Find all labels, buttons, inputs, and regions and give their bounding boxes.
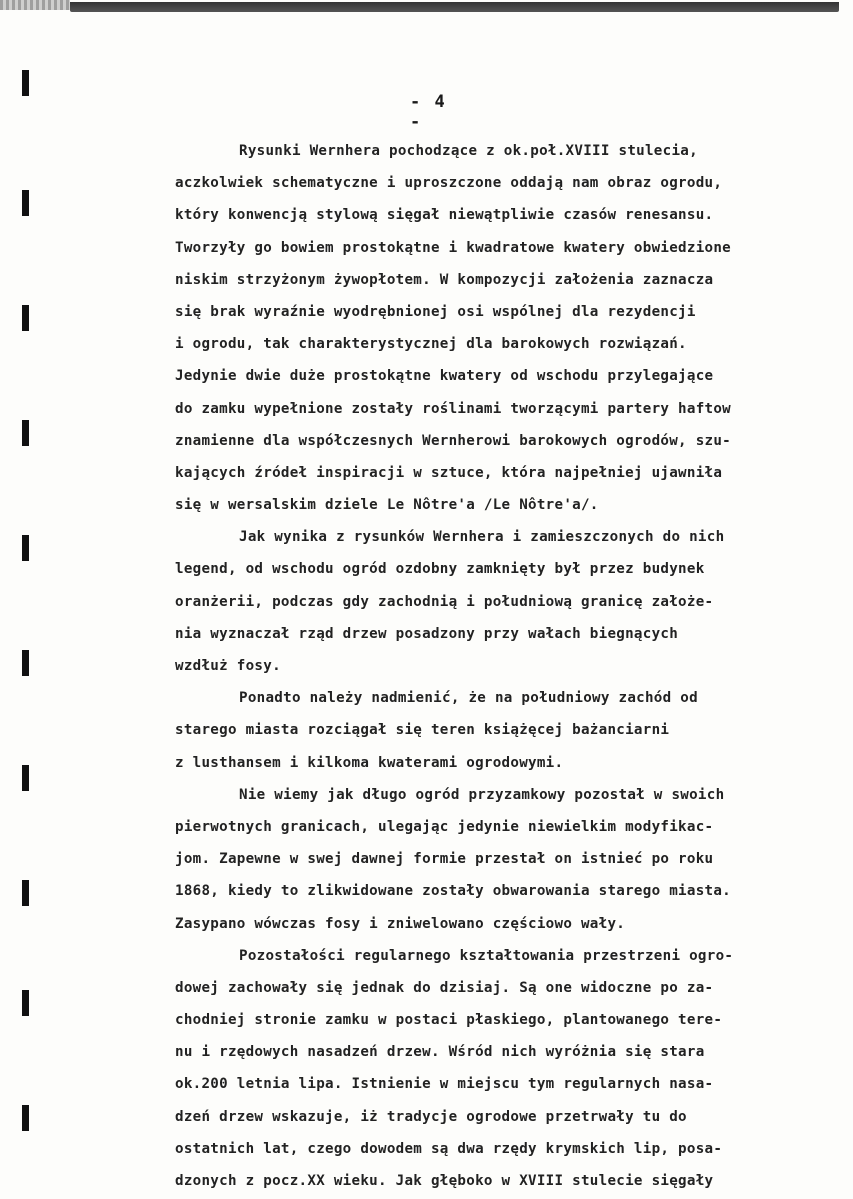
text-line: nia wyznaczał rząd drzew posadzony przy wałach biegnących [175,625,679,642]
text-line: dzonych z pocz.XX wieku. Jak głęboko w XVIII stulecie sięgały [175,1173,714,1189]
text-line: ostatnich lat, czego dowodem są dwa rzędy krymskich lip, posa- [175,1140,723,1157]
binder-hole-mark [22,305,29,331]
binder-hole-mark [22,535,29,561]
text-line: do zamku wypełnione zostały roślinami tworzącymi partery haftow [175,400,732,417]
binder-hole-mark [22,880,29,906]
scan-edge-line [70,2,839,12]
binder-hole-mark [22,420,29,446]
text-line: się w wersalskim dziele Le Nôtre'a /Le Nôtre'a/. [175,497,599,514]
text-line: kających źródeł inspiracji w sztuce, która najpełniej ujawniła [175,464,723,481]
binder-hole-mark [22,1105,29,1131]
text-line: starego miasta rozciągał się teren książęcej bażanciarni [175,722,670,739]
binder-hole-mark [22,70,29,96]
binder-hole-mark [22,650,29,676]
scan-top-edge [0,0,853,14]
text-line: Nie wiemy jak długo ogród przyzamkowy pozostał w swoich [239,786,725,803]
text-line: dzeń drzew wskazuje, iż tradycje ogrodowe przetrwały tu do [175,1108,687,1125]
text-line: dowej zachowały się jednak do dzisiaj. Są one widoczne po za- [175,979,714,996]
text-line: z lusthansem i kilkoma kwaterami ogrodowymi. [175,754,564,771]
binder-hole-mark [22,190,29,216]
text-line: Tworzyły go bowiem prostokątne i kwadratowe kwatery obwiedzione [175,239,732,256]
binder-hole-mark [22,765,29,791]
text-line: 1868, kiedy to zlikwidowane zostały obwarowania starego miasta. [175,883,732,900]
text-line: niskim strzyżonym żywopłotem. W kompozycji założenia zaznacza [175,271,714,288]
text-line: znamienne dla współczesnych Wernherowi barokowych ogrodów, szu- [175,432,732,449]
text-line: który konwencją stylową sięgał niewątpliwie czasów renesansu. [175,207,714,224]
text-line: Rysunki Wernhera pochodzące z ok.poł.XVIII stulecia, [239,143,698,159]
text-line: się brak wyraźnie wyodrębnionej osi wspólnej dla rezydencji [175,303,696,320]
text-line: ok.200 letnia lipa. Istnienie w miejscu tym regularnych nasa- [175,1076,714,1093]
scan-corner-artifact [0,0,70,10]
text-line: Jak wynika z rysunków Wernhera i zamieszczonych do nich [239,529,725,546]
binder-hole-mark [22,990,29,1016]
text-line: i ogrodu, tak charakterystycznej dla barokowych rozwiązań. [175,336,687,353]
text-line: Pozostałości regularnego kształtowania przestrzeni ogro- [239,947,734,964]
text-line: oranżerii, podczas gdy zachodnią i południową granicę założe- [175,593,714,610]
text-line: Ponadto należy nadmienić, że na południowy zachód od [239,690,698,707]
text-line: pierwotnych granicach, ulegając jedynie niewielkim modyfikac- [175,818,714,835]
text-line: legend, od wschodu ogród ozdobny zamknięty był przez budynek [175,561,705,578]
page-number: - 4 - [410,92,447,132]
text-line: jom. Zapewne w swej dawnej formie przestał on istnieć po roku [175,851,714,868]
typed-body-text [175,135,830,1197]
text-line: nu i rzędowych nasadzeń drzew. Wśród nich wyróżnia się stara [175,1044,705,1061]
text-line: Zasypano wówczas fosy i zniwelowano częściowo wały. [175,915,626,932]
text-line: wzdłuż fosy. [175,658,281,674]
text-line: Jedynie dwie duże prostokątne kwatery od wschodu przylegające [175,368,714,385]
text-line: aczkolwiek schematyczne i uproszczone oddają nam obraz ogrodu, [175,175,723,192]
text-line: chodniej stronie zamku w postaci płaskiego, plantowanego tere- [175,1012,723,1029]
